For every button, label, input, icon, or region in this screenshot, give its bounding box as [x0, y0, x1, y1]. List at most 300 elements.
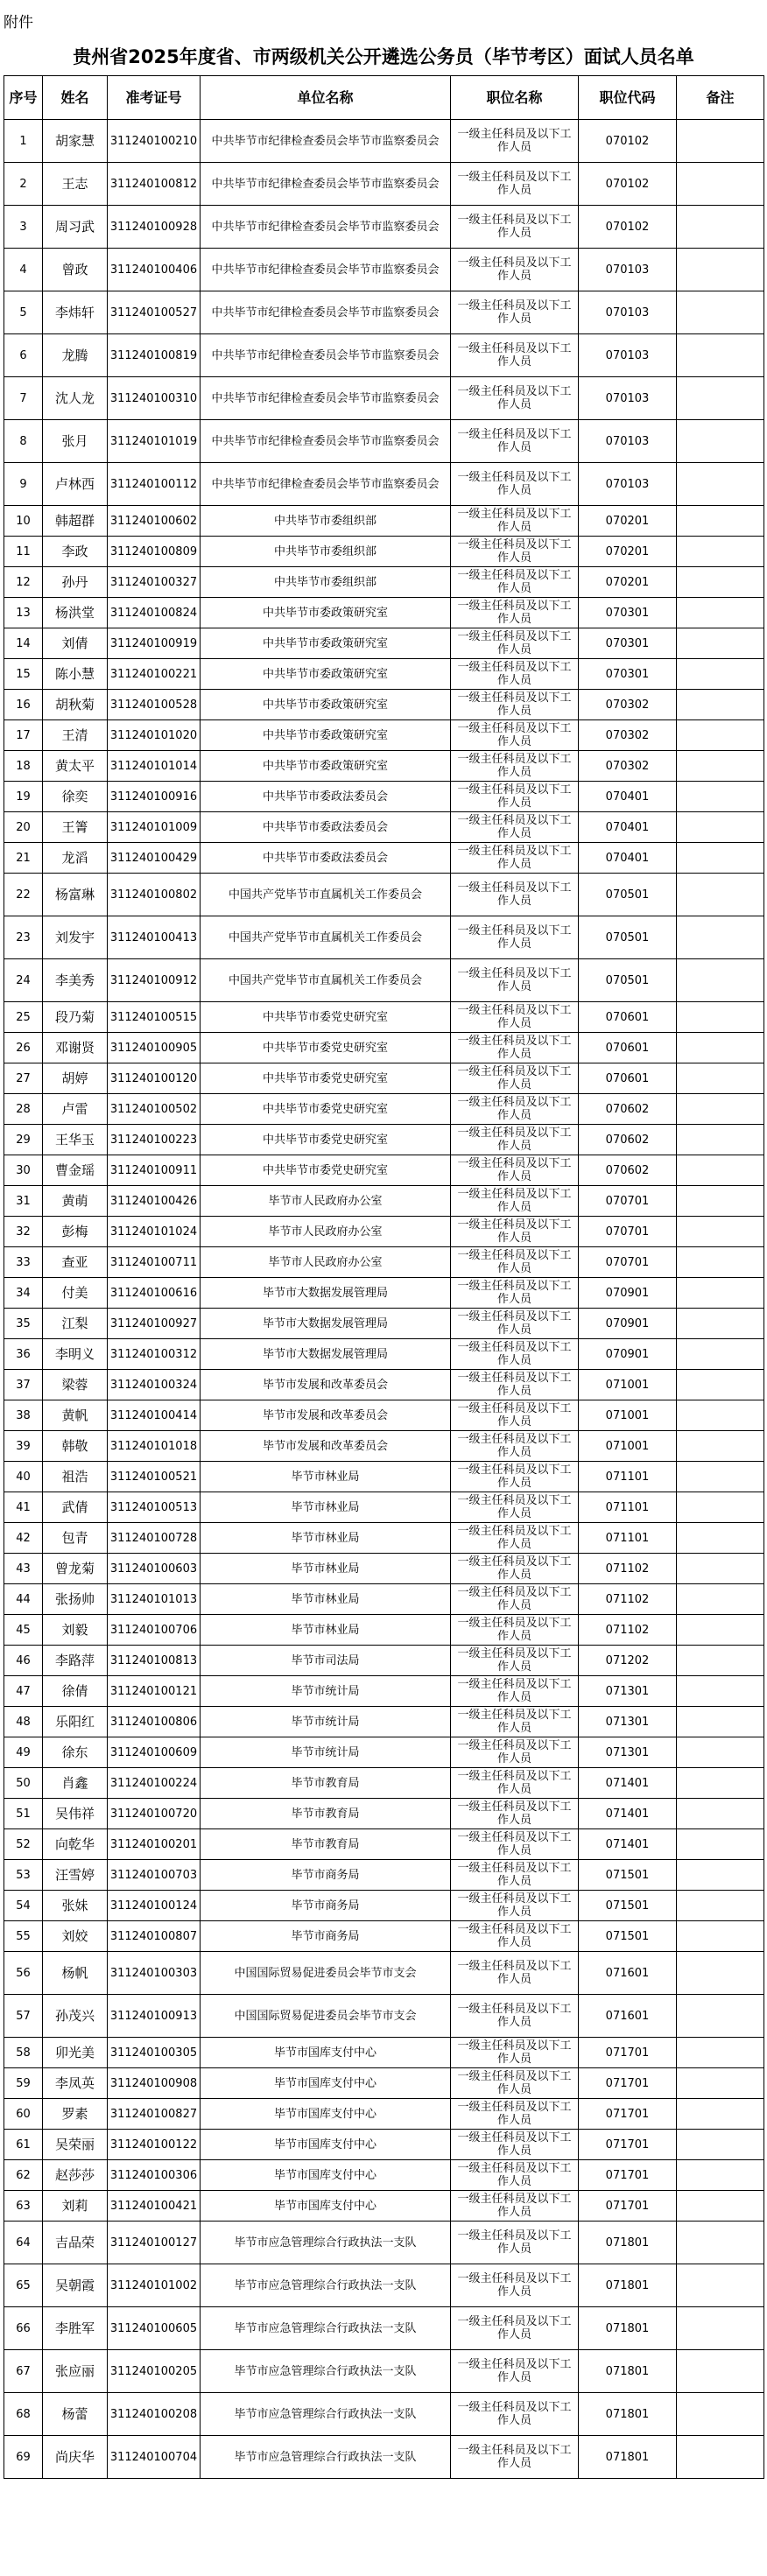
cell-remark [677, 1646, 764, 1676]
cell-no: 46 [4, 1646, 43, 1676]
cell-remark [677, 916, 764, 959]
cell-remark [677, 1400, 764, 1431]
cell-position-code: 071801 [579, 2393, 677, 2436]
cell-name: 卢林西 [43, 463, 108, 506]
cell-position-code: 071102 [579, 1584, 677, 1615]
cell-unit-name: 中共毕节市委政策研究室 [201, 720, 451, 751]
cell-position-code: 071202 [579, 1646, 677, 1676]
cell-name: 龙滔 [43, 843, 108, 874]
cell-position-code: 070602 [579, 1125, 677, 1155]
cell-no: 34 [4, 1278, 43, 1309]
cell-no: 15 [4, 659, 43, 690]
cell-position-code: 070901 [579, 1309, 677, 1339]
cell-position-code: 071701 [579, 2038, 677, 2068]
cell-unit-name: 中共毕节市委政策研究室 [201, 628, 451, 659]
cell-no: 23 [4, 916, 43, 959]
table-row [4, 1891, 764, 1921]
cell-exam-number: 311240100413 [108, 916, 201, 959]
cell-name: 武倩 [43, 1492, 108, 1523]
cell-no: 35 [4, 1309, 43, 1339]
cell-position-name: 一级主任科员及以下工作人员 [451, 1646, 579, 1676]
cell-exam-number: 311240100124 [108, 1891, 201, 1921]
cell-remark [677, 2350, 764, 2393]
cell-name: 吴伟祥 [43, 1799, 108, 1829]
cell-no: 20 [4, 812, 43, 843]
cell-remark [677, 2222, 764, 2264]
table-row [4, 2307, 764, 2350]
cell-unit-name: 中国国际贸易促进委员会毕节市支会 [201, 1952, 451, 1995]
cell-position-code: 071102 [579, 1615, 677, 1646]
table-row [4, 1125, 764, 1155]
cell-unit-name: 中共毕节市委政法委员会 [201, 782, 451, 812]
cell-unit-name: 毕节市林业局 [201, 1615, 451, 1646]
cell-no: 31 [4, 1186, 43, 1217]
cell-position-name: 一级主任科员及以下工作人员 [451, 751, 579, 782]
cell-no: 51 [4, 1799, 43, 1829]
cell-position-name: 一级主任科员及以下工作人员 [451, 249, 579, 291]
table-row [4, 2350, 764, 2393]
cell-position-name: 一级主任科员及以下工作人员 [451, 1247, 579, 1278]
cell-remark [677, 720, 764, 751]
cell-unit-name: 中共毕节市委政法委员会 [201, 812, 451, 843]
cell-position-code: 070601 [579, 1033, 677, 1063]
cell-remark [677, 2038, 764, 2068]
document-title: 贵州省2025年度省、市两级机关公开遴选公务员（毕节考区）面试人员名单 [73, 46, 694, 67]
cell-no: 59 [4, 2068, 43, 2099]
cell-remark [677, 1676, 764, 1707]
table-row [4, 628, 764, 659]
cell-name: 吉品荣 [43, 2222, 108, 2264]
cell-position-code: 071401 [579, 1768, 677, 1799]
table-row [4, 377, 764, 420]
cell-unit-name: 中共毕节市纪律检查委员会毕节市监察委员会 [201, 291, 451, 334]
cell-position-name: 一级主任科员及以下工作人员 [451, 2160, 579, 2191]
cell-position-name: 一级主任科员及以下工作人员 [451, 120, 579, 163]
cell-exam-number: 311240100602 [108, 506, 201, 537]
cell-position-code: 071001 [579, 1400, 677, 1431]
cell-position-name: 一级主任科员及以下工作人员 [451, 2222, 579, 2264]
cell-position-name: 一级主任科员及以下工作人员 [451, 1339, 579, 1370]
cell-position-name: 一级主任科员及以下工作人员 [451, 1860, 579, 1891]
cell-remark [677, 1217, 764, 1247]
cell-no: 18 [4, 751, 43, 782]
cell-remark [677, 506, 764, 537]
cell-position-code: 070401 [579, 782, 677, 812]
cell-position-name: 一级主任科员及以下工作人员 [451, 567, 579, 598]
cell-remark [677, 206, 764, 249]
cell-unit-name: 毕节市人民政府办公室 [201, 1217, 451, 1247]
cell-no: 69 [4, 2436, 43, 2479]
cell-position-code: 070602 [579, 1094, 677, 1125]
table-row [4, 2393, 764, 2436]
cell-remark [677, 843, 764, 874]
cell-remark [677, 2099, 764, 2130]
cell-no: 41 [4, 1492, 43, 1523]
cell-remark [677, 1002, 764, 1033]
cell-remark [677, 2264, 764, 2307]
table-row [4, 1554, 764, 1584]
cell-no: 26 [4, 1033, 43, 1063]
cell-unit-name: 中共毕节市纪律检查委员会毕节市监察委员会 [201, 249, 451, 291]
cell-no: 42 [4, 1523, 43, 1554]
cell-position-name: 一级主任科员及以下工作人员 [451, 463, 579, 506]
table-row [4, 120, 764, 163]
cell-exam-number: 311240100221 [108, 659, 201, 690]
cell-no: 6 [4, 334, 43, 377]
cell-remark [677, 2307, 764, 2350]
cell-unit-name: 毕节市应急管理综合行政执法一支队 [201, 2307, 451, 2350]
cell-exam-number: 311240100112 [108, 463, 201, 506]
cell-no: 24 [4, 959, 43, 1002]
cell-position-code: 070601 [579, 1063, 677, 1094]
cell-position-code: 070602 [579, 1155, 677, 1186]
attachment-label: 附件 [4, 14, 33, 32]
cell-name: 杨帆 [43, 1952, 108, 1995]
cell-remark [677, 628, 764, 659]
cell-name: 张扬帅 [43, 1584, 108, 1615]
table-row [4, 1217, 764, 1247]
cell-remark [677, 1921, 764, 1952]
cell-name: 张妹 [43, 1891, 108, 1921]
cell-remark [677, 2436, 764, 2479]
table-row [4, 2038, 764, 2068]
cell-remark [677, 1370, 764, 1400]
cell-exam-number: 311240100819 [108, 334, 201, 377]
cell-remark [677, 1768, 764, 1799]
cell-position-code: 071701 [579, 2160, 677, 2191]
table-row [4, 1829, 764, 1860]
table-row [4, 1952, 764, 1995]
cell-unit-name: 中国共产党毕节市直属机关工作委员会 [201, 959, 451, 1002]
table-row [4, 2222, 764, 2264]
cell-exam-number: 311240100905 [108, 1033, 201, 1063]
cell-remark [677, 659, 764, 690]
cell-position-name: 一级主任科员及以下工作人员 [451, 1125, 579, 1155]
cell-remark [677, 782, 764, 812]
table-row [4, 1186, 764, 1217]
cell-exam-number: 311240100429 [108, 843, 201, 874]
cell-name: 韩敬 [43, 1431, 108, 1462]
cell-remark [677, 1891, 764, 1921]
cell-no: 38 [4, 1400, 43, 1431]
cell-unit-name: 毕节市商务局 [201, 1891, 451, 1921]
cell-exam-number: 311240100127 [108, 2222, 201, 2264]
cell-position-name: 一级主任科员及以下工作人员 [451, 1492, 579, 1523]
header-name: 姓名 [43, 76, 108, 120]
cell-unit-name: 毕节市大数据发展管理局 [201, 1278, 451, 1309]
cell-position-name: 一级主任科员及以下工作人员 [451, 506, 579, 537]
cell-exam-number: 311240100908 [108, 2068, 201, 2099]
cell-name: 梁蓉 [43, 1370, 108, 1400]
cell-position-name: 一级主任科员及以下工作人员 [451, 1799, 579, 1829]
cell-exam-number: 311240100912 [108, 959, 201, 1002]
cell-unit-name: 中共毕节市委党史研究室 [201, 1033, 451, 1063]
cell-exam-number: 311240100406 [108, 249, 201, 291]
cell-exam-number: 311240100528 [108, 690, 201, 720]
cell-remark [677, 1247, 764, 1278]
cell-no: 64 [4, 2222, 43, 2264]
cell-no: 65 [4, 2264, 43, 2307]
cell-remark [677, 1125, 764, 1155]
cell-name: 曾龙菊 [43, 1554, 108, 1584]
cell-position-name: 一级主任科员及以下工作人员 [451, 291, 579, 334]
cell-no: 5 [4, 291, 43, 334]
table-row [4, 2436, 764, 2479]
cell-exam-number: 311240100809 [108, 537, 201, 567]
table-row [4, 751, 764, 782]
cell-remark [677, 1799, 764, 1829]
cell-no: 3 [4, 206, 43, 249]
cell-name: 胡家慧 [43, 120, 108, 163]
cell-name: 李政 [43, 537, 108, 567]
cell-exam-number: 311240101013 [108, 1584, 201, 1615]
cell-position-code: 070701 [579, 1247, 677, 1278]
cell-position-name: 一级主任科员及以下工作人员 [451, 843, 579, 874]
cell-position-name: 一级主任科员及以下工作人员 [451, 690, 579, 720]
cell-exam-number: 311240100502 [108, 1094, 201, 1125]
cell-position-name: 一级主任科员及以下工作人员 [451, 874, 579, 916]
cell-remark [677, 1278, 764, 1309]
table-row [4, 2264, 764, 2307]
cell-position-name: 一级主任科员及以下工作人员 [451, 2191, 579, 2222]
cell-exam-number: 311240100913 [108, 1995, 201, 2038]
cell-position-name: 一级主任科员及以下工作人员 [451, 959, 579, 1002]
table-row [4, 2130, 764, 2160]
cell-position-code: 071401 [579, 1799, 677, 1829]
cell-position-name: 一级主任科员及以下工作人员 [451, 1400, 579, 1431]
cell-position-code: 071101 [579, 1462, 677, 1492]
cell-no: 61 [4, 2130, 43, 2160]
cell-name: 李美秀 [43, 959, 108, 1002]
cell-position-code: 070501 [579, 959, 677, 1002]
cell-no: 62 [4, 2160, 43, 2191]
cell-unit-name: 毕节市国库支付中心 [201, 2068, 451, 2099]
cell-position-code: 070201 [579, 537, 677, 567]
cell-name: 乐阳红 [43, 1707, 108, 1737]
table-row [4, 812, 764, 843]
cell-position-name: 一级主任科员及以下工作人员 [451, 377, 579, 420]
cell-exam-number: 311240100616 [108, 1278, 201, 1309]
cell-exam-number: 311240100720 [108, 1799, 201, 1829]
cell-name: 向乾华 [43, 1829, 108, 1860]
cell-name: 王清 [43, 720, 108, 751]
cell-exam-number: 311240100515 [108, 1002, 201, 1033]
cell-no: 29 [4, 1125, 43, 1155]
cell-name: 肖鑫 [43, 1768, 108, 1799]
cell-unit-name: 中国共产党毕节市直属机关工作委员会 [201, 916, 451, 959]
cell-position-name: 一级主任科员及以下工作人员 [451, 628, 579, 659]
cell-no: 66 [4, 2307, 43, 2350]
cell-exam-number: 311240101020 [108, 720, 201, 751]
cell-unit-name: 毕节市国库支付中心 [201, 2038, 451, 2068]
cell-remark [677, 567, 764, 598]
table-row [4, 1676, 764, 1707]
table-row [4, 1492, 764, 1523]
table-row [4, 690, 764, 720]
cell-name: 刘姣 [43, 1921, 108, 1952]
cell-position-name: 一级主任科员及以下工作人员 [451, 1094, 579, 1125]
cell-exam-number: 311240101018 [108, 1431, 201, 1462]
cell-exam-number: 311240101024 [108, 1217, 201, 1247]
table-row [4, 1995, 764, 2038]
header-no: 序号 [4, 76, 43, 120]
cell-name: 汪雪婷 [43, 1860, 108, 1891]
cell-exam-number: 311240100806 [108, 1707, 201, 1737]
cell-exam-number: 311240101014 [108, 751, 201, 782]
cell-no: 25 [4, 1002, 43, 1033]
cell-unit-name: 毕节市应急管理综合行政执法一支队 [201, 2222, 451, 2264]
cell-unit-name: 毕节市统计局 [201, 1707, 451, 1737]
cell-position-name: 一级主任科员及以下工作人员 [451, 2068, 579, 2099]
cell-exam-number: 311240100201 [108, 1829, 201, 1860]
cell-unit-name: 毕节市教育局 [201, 1829, 451, 1860]
cell-remark [677, 1584, 764, 1615]
cell-no: 39 [4, 1431, 43, 1462]
cell-position-code: 071001 [579, 1370, 677, 1400]
cell-unit-name: 毕节市国库支付中心 [201, 2099, 451, 2130]
cell-remark [677, 334, 764, 377]
table-row [4, 598, 764, 628]
table-row [4, 659, 764, 690]
cell-position-name: 一级主任科员及以下工作人员 [451, 659, 579, 690]
cell-position-code: 071601 [579, 1952, 677, 1995]
cell-position-name: 一级主任科员及以下工作人员 [451, 1155, 579, 1186]
cell-name: 杨富琳 [43, 874, 108, 916]
table-row [4, 1339, 764, 1370]
cell-exam-number: 311240100210 [108, 120, 201, 163]
cell-name: 胡婷 [43, 1063, 108, 1094]
cell-name: 李胜军 [43, 2307, 108, 2350]
cell-name: 黄帆 [43, 1400, 108, 1431]
cell-unit-name: 中国国际贸易促进委员会毕节市支会 [201, 1995, 451, 2038]
cell-position-code: 070103 [579, 291, 677, 334]
cell-no: 55 [4, 1921, 43, 1952]
cell-name: 吴荣丽 [43, 2130, 108, 2160]
table-header-row [4, 76, 764, 120]
cell-name: 李明义 [43, 1339, 108, 1370]
cell-unit-name: 中共毕节市委党史研究室 [201, 1125, 451, 1155]
cell-position-code: 071401 [579, 1829, 677, 1860]
cell-remark [677, 163, 764, 206]
cell-no: 13 [4, 598, 43, 628]
cell-position-code: 070103 [579, 334, 677, 377]
table-row [4, 1799, 764, 1829]
cell-name: 孙茂兴 [43, 1995, 108, 2038]
cell-unit-name: 毕节市统计局 [201, 1676, 451, 1707]
cell-position-code: 070102 [579, 163, 677, 206]
cell-remark [677, 1155, 764, 1186]
cell-exam-number: 311240101009 [108, 812, 201, 843]
cell-name: 张月 [43, 420, 108, 463]
table-row [4, 537, 764, 567]
cell-remark [677, 2130, 764, 2160]
cell-no: 22 [4, 874, 43, 916]
cell-no: 9 [4, 463, 43, 506]
cell-unit-name: 毕节市教育局 [201, 1768, 451, 1799]
cell-no: 33 [4, 1247, 43, 1278]
cell-no: 37 [4, 1370, 43, 1400]
cell-position-code: 071801 [579, 2222, 677, 2264]
cell-exam-number: 311240100224 [108, 1768, 201, 1799]
cell-unit-name: 毕节市大数据发展管理局 [201, 1339, 451, 1370]
cell-position-code: 071701 [579, 2130, 677, 2160]
cell-name: 徐倩 [43, 1676, 108, 1707]
cell-position-name: 一级主任科员及以下工作人员 [451, 2307, 579, 2350]
cell-name: 沈人龙 [43, 377, 108, 420]
cell-no: 27 [4, 1063, 43, 1094]
cell-position-name: 一级主任科员及以下工作人员 [451, 1063, 579, 1094]
cell-position-name: 一级主任科员及以下工作人员 [451, 2099, 579, 2130]
cell-position-name: 一级主任科员及以下工作人员 [451, 1921, 579, 1952]
cell-unit-name: 毕节市教育局 [201, 1799, 451, 1829]
cell-position-name: 一级主任科员及以下工作人员 [451, 1523, 579, 1554]
cell-unit-name: 毕节市林业局 [201, 1523, 451, 1554]
cell-position-name: 一级主任科员及以下工作人员 [451, 2264, 579, 2307]
cell-name: 赵莎莎 [43, 2160, 108, 2191]
cell-name: 刘莉 [43, 2191, 108, 2222]
cell-remark [677, 1737, 764, 1768]
cell-no: 53 [4, 1860, 43, 1891]
table-row [4, 1523, 764, 1554]
cell-position-code: 070102 [579, 120, 677, 163]
cell-position-code: 071501 [579, 1891, 677, 1921]
cell-unit-name: 中共毕节市委政策研究室 [201, 751, 451, 782]
cell-exam-number: 311240100807 [108, 1921, 201, 1952]
cell-unit-name: 毕节市人民政府办公室 [201, 1247, 451, 1278]
table-row [4, 2099, 764, 2130]
cell-unit-name: 中共毕节市委政法委员会 [201, 843, 451, 874]
cell-no: 8 [4, 420, 43, 463]
table-row [4, 2068, 764, 2099]
cell-exam-number: 311240100223 [108, 1125, 201, 1155]
cell-remark [677, 1523, 764, 1554]
table-row [4, 1400, 764, 1431]
cell-position-code: 071801 [579, 2350, 677, 2393]
cell-exam-number: 311240100513 [108, 1492, 201, 1523]
cell-remark [677, 249, 764, 291]
cell-unit-name: 中共毕节市委政策研究室 [201, 690, 451, 720]
cell-name: 卯光美 [43, 2038, 108, 2068]
cell-remark [677, 463, 764, 506]
cell-unit-name: 中共毕节市纪律检查委员会毕节市监察委员会 [201, 334, 451, 377]
cell-position-name: 一级主任科员及以下工作人员 [451, 2130, 579, 2160]
cell-position-name: 一级主任科员及以下工作人员 [451, 1995, 579, 2038]
cell-no: 7 [4, 377, 43, 420]
cell-name: 王华玉 [43, 1125, 108, 1155]
cell-position-code: 070103 [579, 377, 677, 420]
cell-remark [677, 377, 764, 420]
cell-position-code: 071801 [579, 2264, 677, 2307]
cell-name: 邓谢贤 [43, 1033, 108, 1063]
cell-name: 李凤英 [43, 2068, 108, 2099]
cell-position-name: 一级主任科员及以下工作人员 [451, 1952, 579, 1995]
cell-exam-number: 311240100306 [108, 2160, 201, 2191]
cell-position-name: 一级主任科员及以下工作人员 [451, 782, 579, 812]
cell-no: 43 [4, 1554, 43, 1584]
cell-position-name: 一级主任科员及以下工作人员 [451, 1707, 579, 1737]
cell-exam-number: 311240100916 [108, 782, 201, 812]
cell-remark [677, 420, 764, 463]
cell-exam-number: 311240100327 [108, 567, 201, 598]
cell-position-code: 070103 [579, 420, 677, 463]
cell-exam-number: 311240100121 [108, 1676, 201, 1707]
table-row [4, 959, 764, 1002]
cell-remark [677, 1033, 764, 1063]
cell-position-name: 一级主任科员及以下工作人员 [451, 206, 579, 249]
table-row [4, 206, 764, 249]
cell-position-name: 一级主任科员及以下工作人员 [451, 1615, 579, 1646]
table-row [4, 720, 764, 751]
